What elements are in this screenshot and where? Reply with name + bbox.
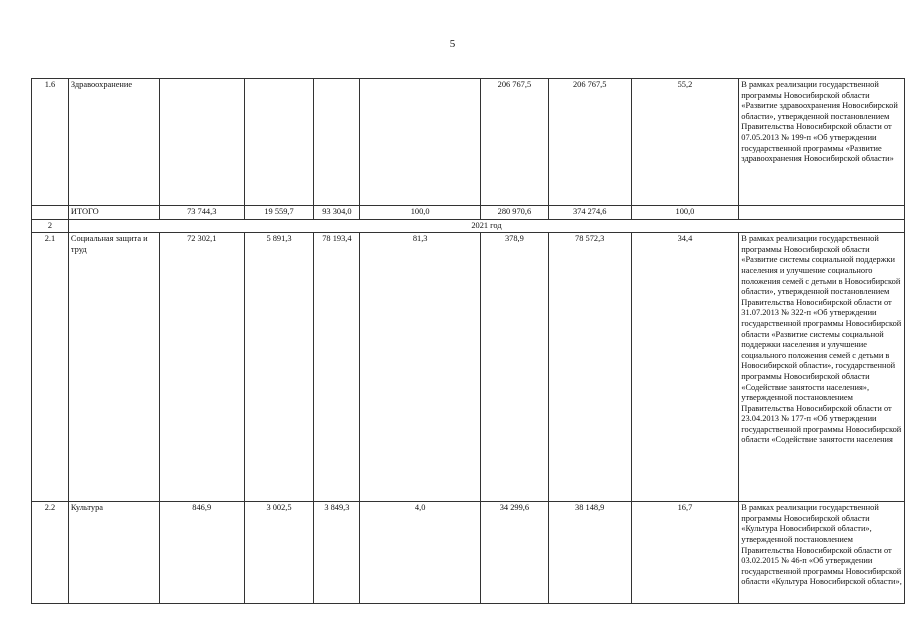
cell-value: 19 559,7 <box>244 206 314 220</box>
cell-value <box>360 79 481 206</box>
cell-value: 16,7 <box>631 502 739 604</box>
row-note: В рамках реализации государственной программы Новосибирской области «Развитие здравоохранения Новосибирской области», утвержденной постановлением Правительства Новосибирской области от 07.05.2013 № 199-п «Об утверждении государственной программы «Развитие здравоохранения Новосибирской области» <box>739 79 905 206</box>
row-name: Здравоохранение <box>68 79 159 206</box>
cell-value: 78 193,4 <box>314 233 360 502</box>
row-number: 1.6 <box>32 79 69 206</box>
page-number: 5 <box>449 38 456 50</box>
cell-value: 206 767,5 <box>480 79 548 206</box>
cell-value: 81,3 <box>360 233 481 502</box>
cell-value: 3 002,5 <box>244 502 314 604</box>
cell-value: 73 744,3 <box>159 206 244 220</box>
table-row <box>32 79 905 206</box>
row-number: 2.2 <box>32 502 69 604</box>
cell-value: 38 148,9 <box>548 502 631 604</box>
section-row <box>32 219 905 233</box>
cell-value: 34,4 <box>631 233 739 502</box>
cell-value: 93 304,0 <box>314 206 360 220</box>
cell-value: 100,0 <box>360 206 481 220</box>
row-note <box>739 206 905 220</box>
cell-value: 34 299,6 <box>480 502 548 604</box>
cell-value: 3 849,3 <box>314 502 360 604</box>
row-name: Культура <box>68 502 159 604</box>
cell-value: 78 572,3 <box>548 233 631 502</box>
table-row <box>32 502 905 604</box>
section-number: 2 <box>32 219 69 233</box>
cell-value: 4,0 <box>360 502 481 604</box>
total-row <box>32 206 905 220</box>
row-note: В рамках реализации государственной программы Новосибирской области «Культура Новосибирской области», утвержденной постановлением Правительства Новосибирской области от 03.02.2015 № 46-п «Об утверждении государственной программы Новосибирской области «Культура Новосибирской области», <box>739 502 905 604</box>
budget-table <box>31 78 905 604</box>
cell-value: 5 891,3 <box>244 233 314 502</box>
cell-value: 374 274,6 <box>548 206 631 220</box>
row-note: В рамках реализации государственной программы Новосибирской области «Развитие системы социальной поддержки населения и улучшение социального положения семей с детьми в Новосибирской области», утвержденной постановлением Правительства Новосибирской области от 31.07.2013 № 322-п «Об утверждении государственной программы Новосибирской области «Развитие системы социальной поддержки населения и улучшение социального положения семей с детьми в Новосибирской области», государственной программы Новосибирской области «Содействие занятости населения», утвержденной постановлением Правительства Новосибирской области от 23.04.2013 № 177-п «Об утверждении государственной программы Новосибирской области «Содействие занятости населения <box>739 233 905 502</box>
cell-value: 280 970,6 <box>480 206 548 220</box>
cell-value: 55,2 <box>631 79 739 206</box>
cell-value <box>244 79 314 206</box>
table-row <box>32 233 905 502</box>
section-title: 2021 год <box>68 219 904 233</box>
row-name: ИТОГО <box>68 206 159 220</box>
cell-value <box>159 79 244 206</box>
cell-value: 206 767,5 <box>548 79 631 206</box>
row-name: Социальная защита и труд <box>68 233 159 502</box>
cell-value: 378,9 <box>480 233 548 502</box>
row-number: 2.1 <box>32 233 69 502</box>
cell-value: 846,9 <box>159 502 244 604</box>
cell-value: 72 302,1 <box>159 233 244 502</box>
cell-value: 100,0 <box>631 206 739 220</box>
cell-value <box>314 79 360 206</box>
row-number <box>32 206 69 220</box>
